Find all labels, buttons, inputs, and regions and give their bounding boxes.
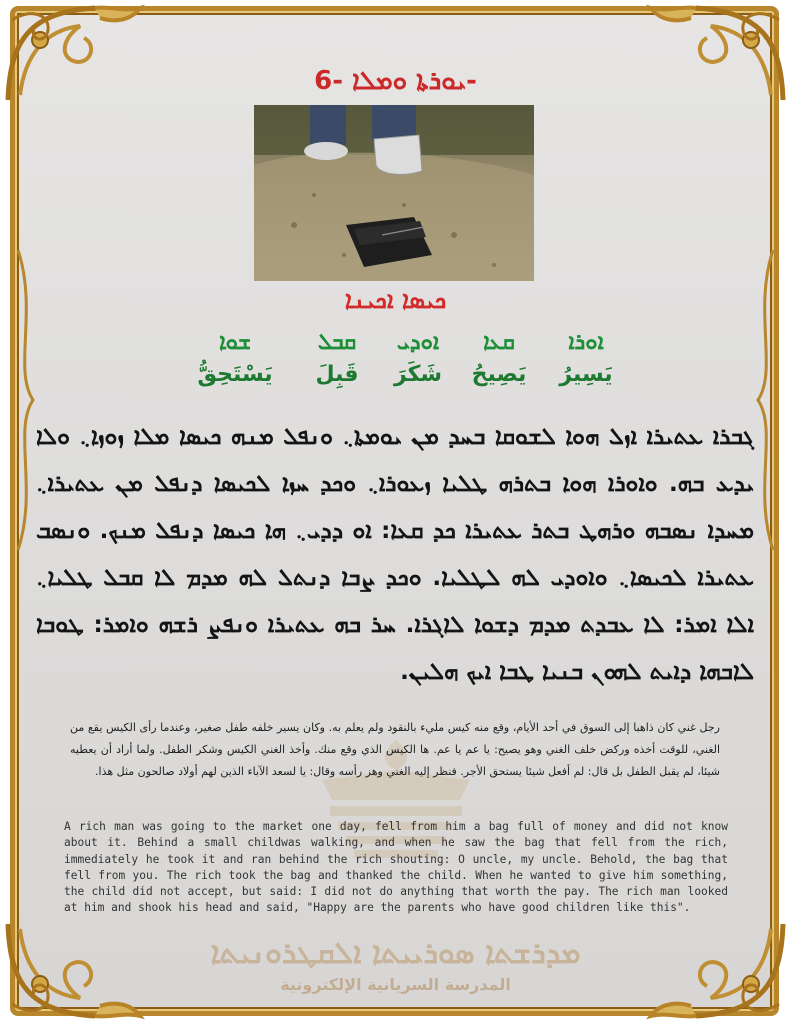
vocab-syriac: ܐܘܪܐ	[568, 330, 604, 355]
vocab-syriac: ܩܥܐ	[483, 330, 515, 355]
vocab-arabic: يَسْتَحِقُّ	[197, 362, 273, 387]
lesson-title: ܝܘܪܬܐ ܘܡܠܐ -6-	[314, 66, 477, 96]
vocab-syriac: ܩܒܠ	[317, 330, 357, 355]
story-arabic-text: رجل غني كان ذاهبا إلى السوق في أحد الأيام، وقع منه كيس مليء بالنقود ولم يعلم به. وكان يسير خلفه طفل صغير، وعندما رأى الكيس يقع من الغني، للوقت أخذه وركض خلف الغني وهو يصيح: يا عم يا عم. ها الكيس الذي وقع منك. وأخذ الغني الكيس وشكر الطفل. ولما أراد أن يعطيه شيئا، لم يقبل الطفل بل قال: لم أفعل شيئا يستحق الأجر. فنظر إليه الغني وهز رأسه وقال: يا لسعد الآباء الذين لهم أولاد صالحون مثل هذا.	[70, 721, 720, 778]
vocab-arabic: شَكَرَ	[393, 362, 443, 387]
school-name-syriac: ܡܕܪܫܬܐ ܣܘܪܝܝܬܐ ܐܠܩܛܪܘܢܝܬܐ	[210, 936, 581, 971]
story-title: ܟܝܣܐ ܐܟܝܢܐ	[344, 286, 447, 314]
vocab-syriac: ܐܘܕܝ	[396, 330, 440, 355]
vocab-arabic: قَبِلَ	[315, 362, 359, 387]
vocab-arabic: يَصِيحُ	[471, 362, 527, 387]
story-syriac-text: ܓܒܪܐ ܥܬܝܪܐ ܐܙܠ ܗܘܐ ܠܫܘܩܐ ܒܚܕ ܡܢ ܝܘܡܬܐ܆ ܘܢܦܠ ܡܢܗ ܟܝܣܐ ܡܠܐ ܙܘܙܐ܆ ܘܠܐ ܝܕܥ ܒܗ. ܘܐܘܪܐ ܗܘܐ ܒܬܪܗ ܛܠܝܐ ܙܥܘܪܐ܆ ܘܟܕ ܚܙܐ ܠܟܝܣܐ ܕܢܦܠ ܡܢ ܥܬܝܪܐ܆ ܡܚܕܐ ܢܣܒܗ ܘܪܗܛ ܒܬܪ ܥܬܝܪܐ ܟܕ ܩܥܐ: ܐܘ ܕܕܝ܆ ܗܐ ܟܝܣܐ ܕܢܦܠ ܡܢܟ. ܘܢܣܒ ܥܬܝܪܐ ܠܟܝܣܐ܆ ܘܐܘܕܝ ܠܗ ܠܛܠܝܐ. ܘܟܕ ܨܒܐ ܕܢܬܠ ܠܗ ܡܕܡ ܠܐ ܩܒܠ ܛܠܝܐ܆ ܐܠܐ ܐܡܪ: ܠܐ ܥܒܕܬ ܡܕܡ ܕܫܘܐ ܠܐܓܪܐ. ܚܪ ܒܗ ܥܬܝܪܐ ܘܢܦܨ ܪܫܗ ܘܐܡܪ: ܛܘܒܐ ܠܐܒܗܐ ܕܐܝܬ ܠܗܘܢ ܒܢܝܐ ܛܒܐ ܐܝܟ ܗܠܝܢ.	[36, 424, 754, 685]
vocab-syriac: ܫܘܐ	[218, 330, 252, 355]
story-english-text: A rich man was going to the market one day, fell from him a bag full of money and did not know about it. Behind a small childwas walking, and when he saw the bag that fell from the rich, immediately he took it and ran behind the rich shouting: O uncle, my uncle. Behold, the bag that fell from you. The rich took the bag and thanked the child. When he wanted to give him something, the child did not accept, but said: I did not do anything that worth the pay. The rich man looked at him and shook his head and said, "Happy are the parents who have good children like this".	[64, 820, 728, 915]
vocab-item	[282, 328, 392, 392]
vocab-arabic: يَسِيرُ	[559, 362, 613, 387]
vocab-item	[180, 328, 290, 392]
wallet-on-path-photo-icon	[254, 105, 534, 281]
school-name-arabic: المدرسة السريانية الإلكترونية	[280, 975, 511, 994]
